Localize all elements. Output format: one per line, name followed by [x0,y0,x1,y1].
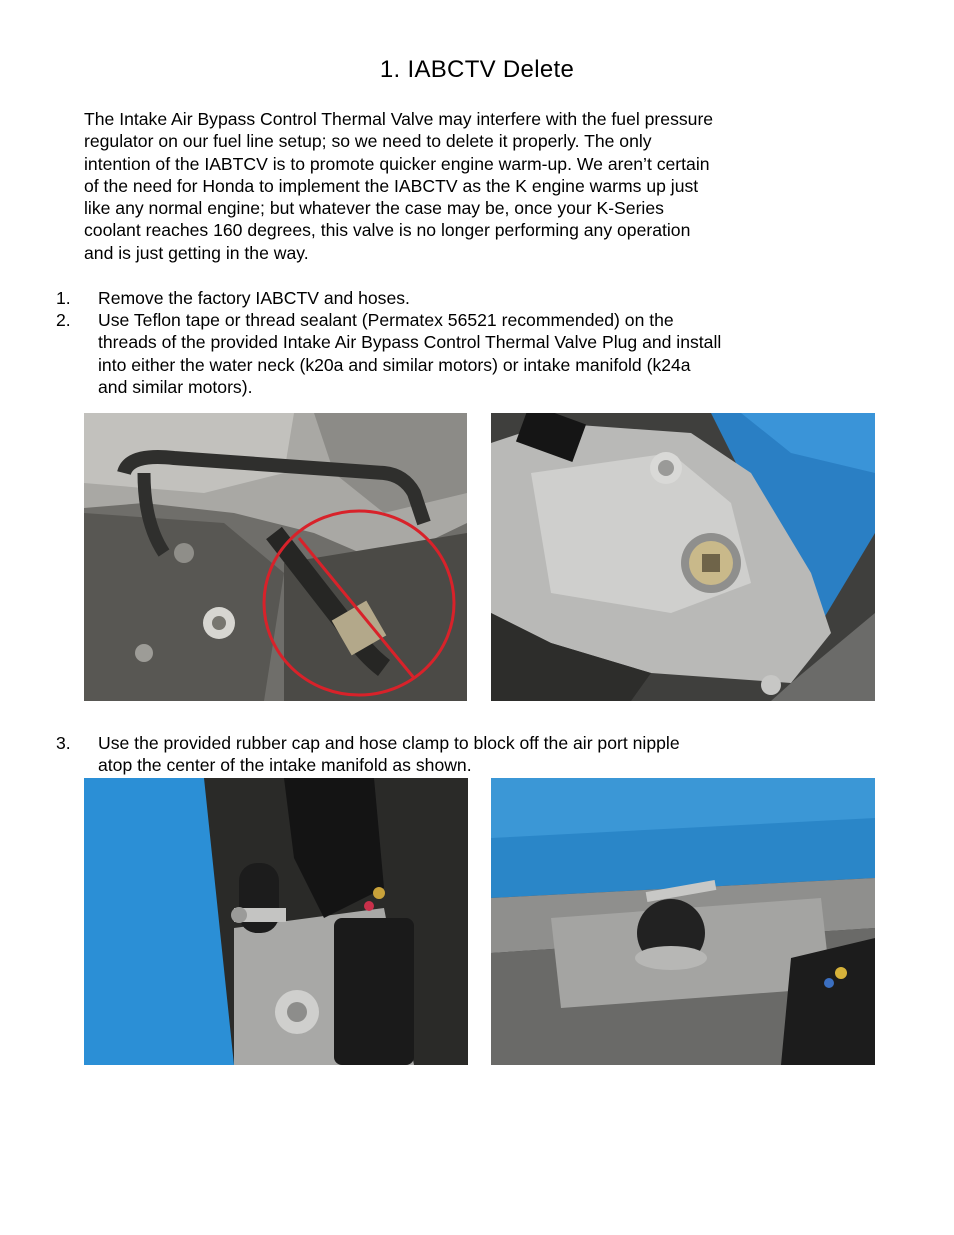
section-title: 1. IABCTV Delete [379,56,575,83]
photo-plug-installed-image [491,413,875,701]
step-text [98,309,721,398]
step-number: 1. [56,288,71,308]
step-text [98,287,410,309]
step-line: into either the water neck (k20a and similar motors) or intake manifold (k24a [98,354,691,375]
intro-paragraph [84,108,904,264]
photo-plug-installed [491,413,875,701]
photo-cap-top [491,778,875,1065]
intro-line: coolant reaches 160 degrees, this valve is no longer performing any operation [84,220,691,241]
step-1 [56,287,916,311]
step-number: 3. [56,733,71,753]
step-3 [56,732,916,778]
photo-iabctv-hose-image [84,413,467,701]
intro-line: and is just getting in the way. [84,242,309,263]
photo-cap-top-image [491,778,875,1065]
intro-line: regulator on our fuel line setup; so we need to delete it properly. The only [84,131,652,152]
intro-line: of the need for Honda to implement the IABCTV as the K engine warms up just [84,175,699,196]
intro-line: The Intake Air Bypass Control Thermal Valve may interfere with the fuel pressure [84,109,714,129]
step-line: threads of the provided Intake Air Bypass Control Thermal Valve Plug and install [98,332,722,353]
intro-line: like any normal engine; but whatever the case may be, once your K-Series [84,198,664,219]
step-line: Use the provided rubber cap and hose clamp to block off the air port nipple [98,733,680,753]
step-line: and similar motors). [98,376,253,397]
photo-cap-side [84,778,468,1065]
step-number: 2. [56,310,71,330]
photo-iabctv-hose [84,413,467,701]
step-2 [56,309,916,401]
step-line: Use Teflon tape or thread sealant (Permatex 56521 recommended) on the [98,310,674,330]
intro-line: intention of the IABTCV is to promote quicker engine warm-up. We aren’t certain [84,153,710,174]
photo-cap-side-image [84,778,468,1065]
step-line: atop the center of the intake manifold as shown. [98,755,472,776]
step-line: Remove the factory IABCTV and hoses. [98,288,410,308]
step-text [98,732,680,777]
